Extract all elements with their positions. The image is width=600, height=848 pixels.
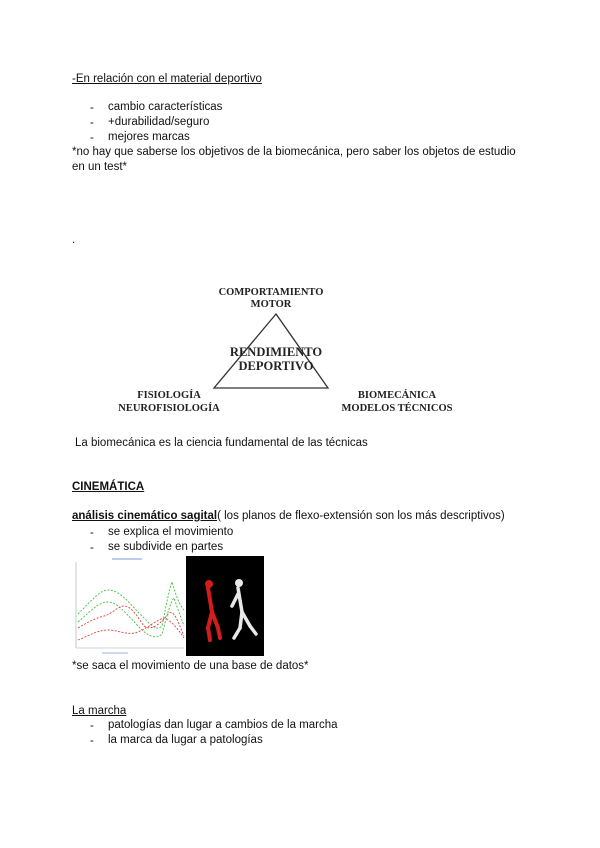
label-left-line1: FISIOLOGÍA [137,390,201,401]
statement-text: La biomecánica es la ciencia fundamental de las técnicas [75,437,368,449]
list-item: mejores marcas [108,131,190,143]
label-center-line2: DEPORTIVO [238,359,314,373]
label-right-line1: BIOMECÁNICA [357,390,437,401]
bullet-dash: - [90,542,94,554]
database-note: *se saca el movimiento de una base de datos* [72,660,309,672]
list-item: +durabilidad/seguro [108,116,210,128]
label-right-line2: MODELOS TÉCNICOS [341,403,453,414]
bullet-dash: - [90,102,94,114]
label-center [214,345,338,373]
list-item: patologías dan lugar a cambios de la marcha [108,719,338,731]
list-item: se subdivide en partes [108,541,224,553]
section-heading-cinematica: CINEMÁTICA [72,481,145,493]
sagittal-line [72,509,505,524]
list-item: la marca da lugar a patologías [108,734,263,746]
sagittal-detail: ( los planos de flexo-extensión son los más descriptivos) [217,510,505,522]
gait-analysis-image [72,556,264,656]
section-heading-marcha: La marcha [72,705,127,717]
sagittal-heading: análisis cinemático sagital [72,510,218,522]
stray-dot: . [72,234,76,246]
gait-curves-graph [72,556,264,656]
label-right [336,389,458,415]
performance-triangle-diagram [110,282,470,422]
label-top [208,287,334,311]
bullet-dash: - [90,132,94,144]
list-item: cambio características [108,101,223,113]
bullet-dash: - [90,720,94,732]
label-left-line2: NEUROFISIOLOGÍA [118,403,220,414]
label-top-line2: MOTOR [250,299,292,310]
section-heading-material: -En relación con el material deportivo [72,73,262,85]
label-center-line1: RENDIMIENTO [229,345,323,359]
bullet-dash: - [90,117,94,129]
bullet-dash: - [90,735,94,747]
study-note: *no hay que saberse los objetivos de la biomecánica, pero saber los objetos de estudio en un test* [72,146,516,173]
label-left [110,389,228,415]
bullet-dash: - [90,527,94,539]
label-top-line1: COMPORTAMIENTO [218,287,324,298]
list-item: se explica el movimiento [108,526,234,538]
